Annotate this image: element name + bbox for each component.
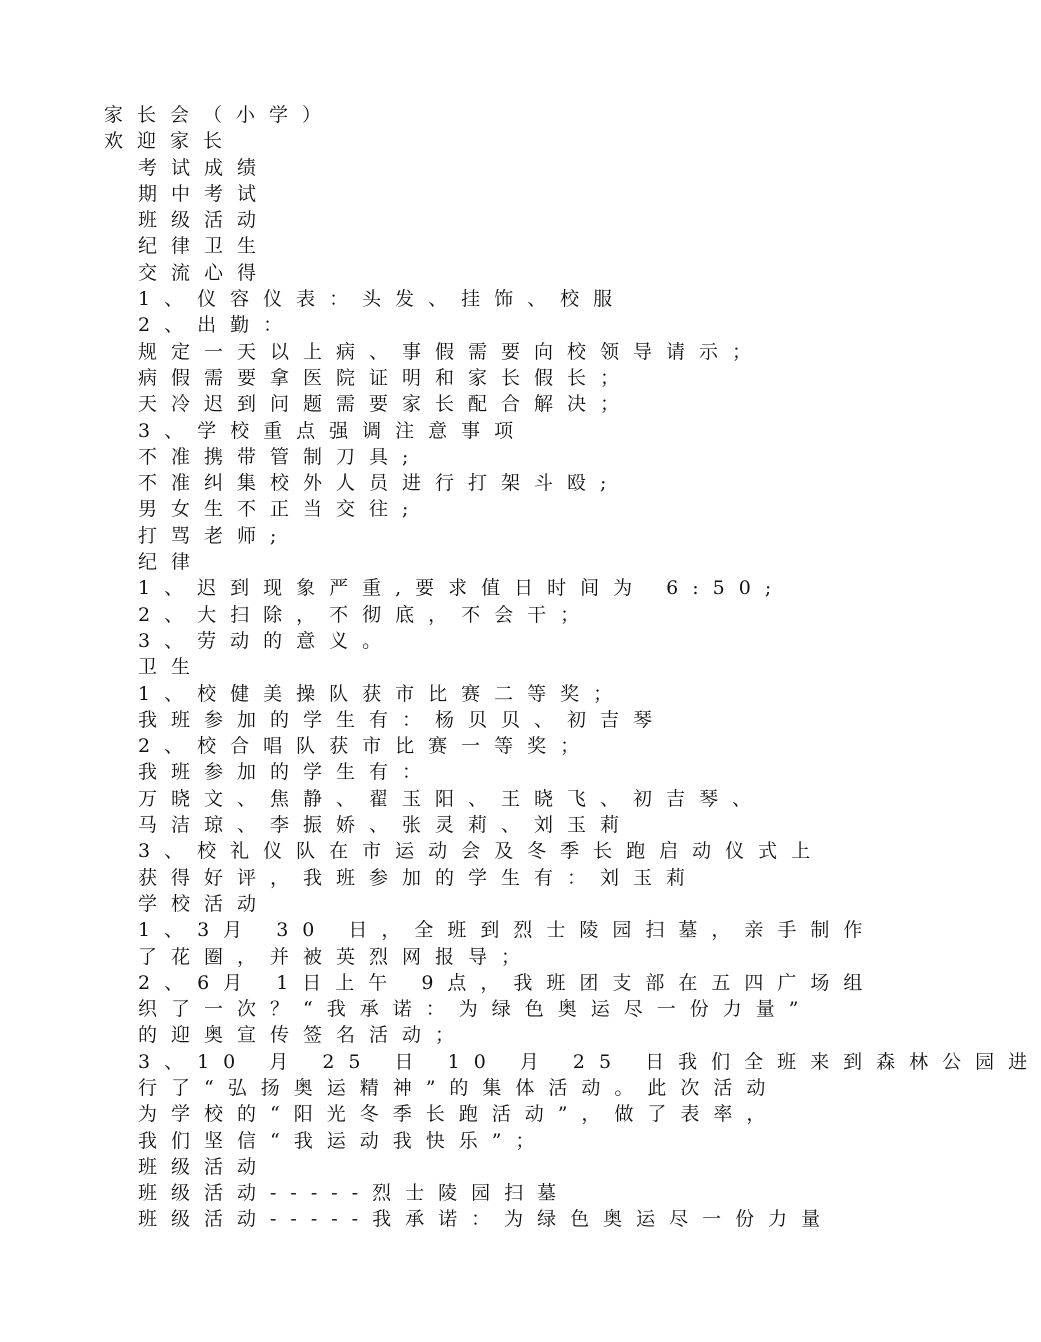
document-line: 获得好评，我班参加的学生有：刘玉莉 xyxy=(138,866,700,889)
document-line: 病假需要拿医院证明和家长假长； xyxy=(138,366,634,389)
document-line: 纪律 xyxy=(138,551,205,574)
document-line: 班级活动-----烈士陵园扫墓 xyxy=(138,1182,571,1205)
document-line: 1、3月 30 日，全班到烈士陵园扫墓，亲手制作 xyxy=(138,919,877,942)
document-line: 2、6月 1日上午 9点，我班团支部在五四广场组 xyxy=(138,971,877,994)
document-line: 纪律卫生 xyxy=(138,235,271,258)
document-line: 3、学校重点强调注意事项 xyxy=(138,419,528,442)
document-line: 学校活动 xyxy=(138,892,271,915)
document-line: 打骂老师; xyxy=(138,524,291,547)
document-line: 了花圈，并被英烈网报导； xyxy=(138,945,535,968)
document-line: 规定一天以上病、事假需要向校领导请示； xyxy=(138,340,766,363)
document-line: 的迎奥宣传签名活动； xyxy=(138,1024,469,1047)
document-line: 男女生不正当交往; xyxy=(138,498,423,521)
document-line: 期中考试 xyxy=(138,182,271,205)
document-line: 我们坚信“我运动我快乐”； xyxy=(138,1129,549,1152)
document-line: 欢迎家长 xyxy=(104,130,237,153)
document-line: 班级活动 xyxy=(138,209,271,232)
document-line: 3、校礼仪队在市运动会及冬季长跑启动仪式上 xyxy=(138,840,825,863)
document-line: 家长会（小学） xyxy=(104,104,336,126)
document-line: 3、10 月 25 日 10 月 25 日我们全班来到森林公园进 xyxy=(138,1050,1041,1073)
document-line: 考试成绩 xyxy=(138,156,271,179)
document-line: 1、仪容仪表：头发、挂饰、校服 xyxy=(138,288,627,311)
document-line: 为学校的“阳光冬季长跑活动”，做了表率， xyxy=(138,1103,780,1126)
document-line: 2、校合唱队获市比赛一等奖； xyxy=(138,735,594,758)
document-line: 卫生 xyxy=(138,656,205,679)
document-line: 我班参加的学生有： xyxy=(138,761,436,784)
document-line: 织了一次？“我承诺：为绿色奥运尽一份力量” xyxy=(138,998,813,1021)
document-line: 交流心得 xyxy=(138,261,271,284)
document-line: 马洁琼、李振娇、张灵莉、刘玉莉 xyxy=(138,814,634,837)
document-line: 行了“弘扬奥运精神”的集体活动。此次活动 xyxy=(138,1076,780,1099)
document-line: 万晓文、焦静、翟玉阳、王晓飞、初吉琴、 xyxy=(138,787,766,810)
document-line: 我班参加的学生有：杨贝贝、初吉琴 xyxy=(138,708,667,731)
document-line: 天冷迟到问题需要家长配合解决； xyxy=(138,393,634,416)
document-line: 1、校健美操队获市比赛二等奖； xyxy=(138,682,627,705)
document-line: 3、劳动的意义。 xyxy=(138,629,396,652)
document-line: 2、出勤： xyxy=(138,314,297,337)
document-line: 不准纠集校外人员进行打架斗殴; xyxy=(138,472,621,495)
document-line: 班级活动-----我承诺：为绿色奥运尽一份力量 xyxy=(138,1208,835,1231)
document-line: 不准携带管制刀具; xyxy=(138,445,423,468)
document-line: 1、迟到现象严重,要求值日时间为 6:50; xyxy=(138,577,786,600)
document-body xyxy=(104,102,1041,1233)
document-line: 班级活动 xyxy=(138,1155,271,1178)
document-line: 2、大扫除，不彻底，不会干； xyxy=(138,603,594,626)
